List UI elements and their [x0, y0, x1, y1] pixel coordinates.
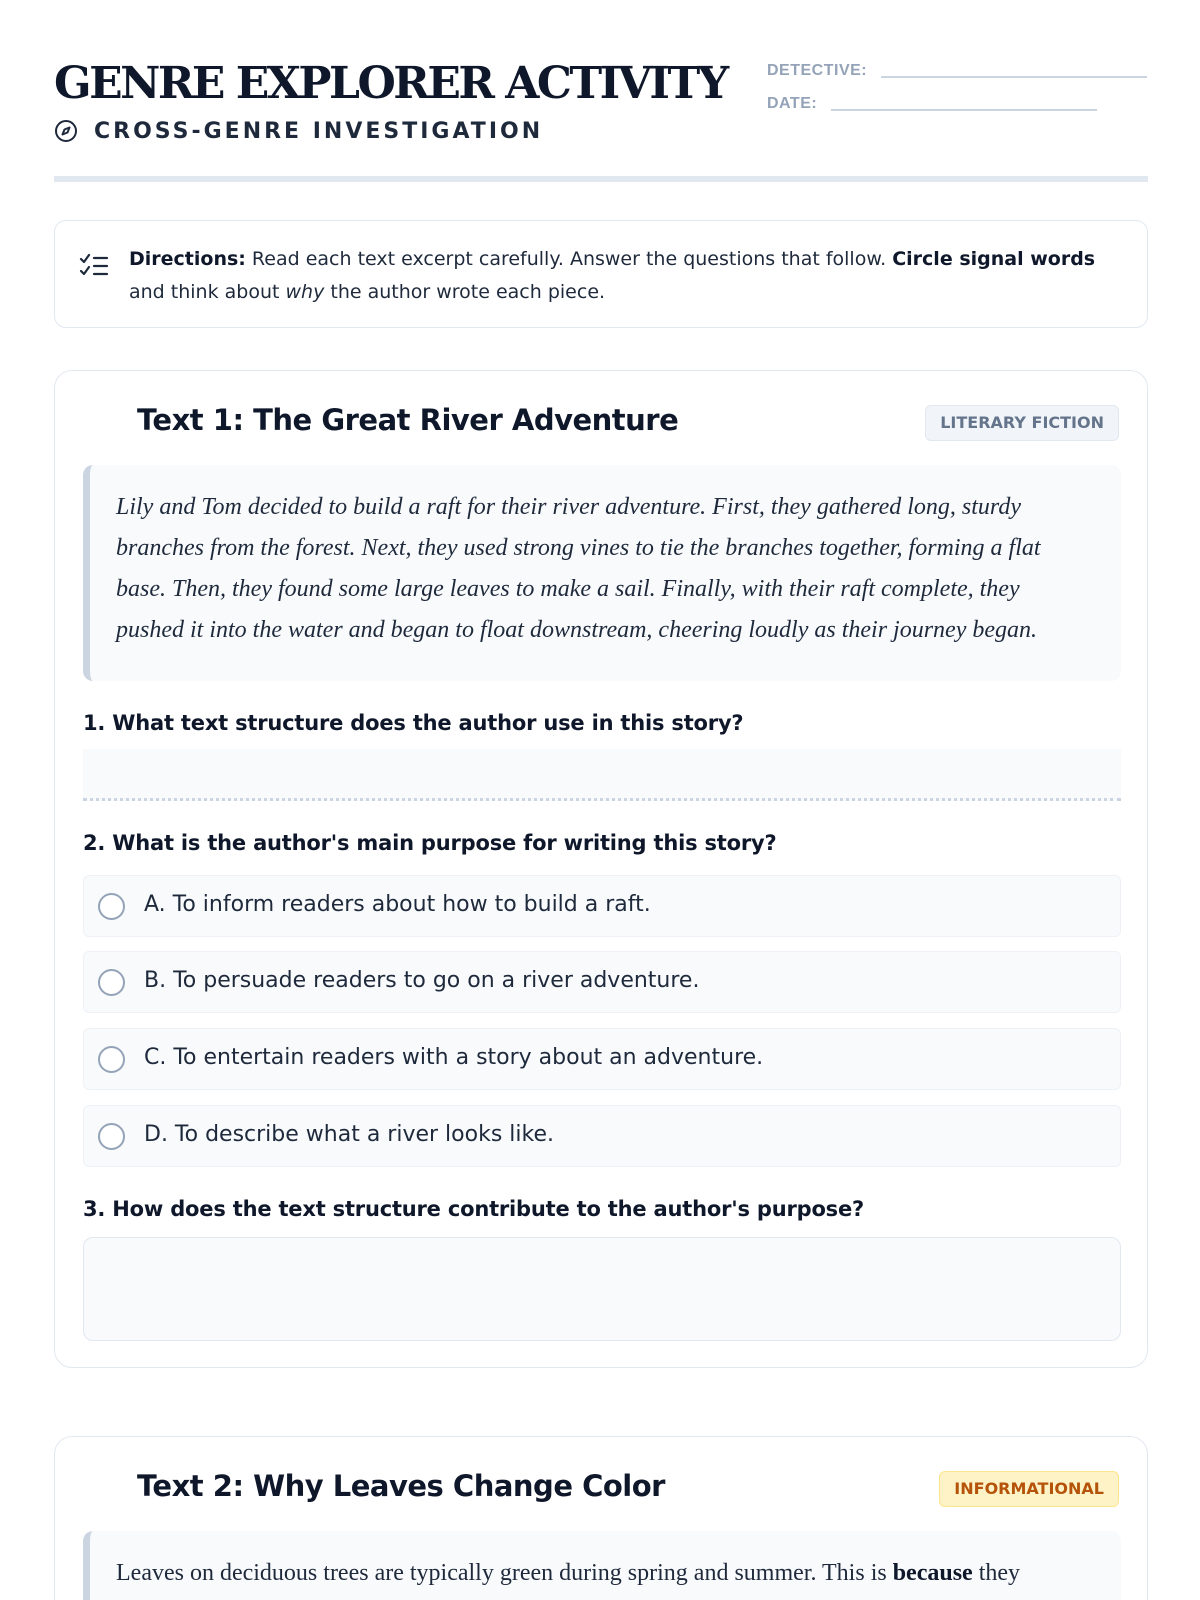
- directions-text: [129, 243, 1129, 309]
- subtitle-row: [54, 116, 543, 146]
- date-input-line[interactable]: [831, 109, 1097, 111]
- radio-button-a[interactable]: [98, 893, 125, 920]
- detective-field: [767, 56, 1147, 80]
- answer-option-a[interactable]: [83, 875, 1121, 937]
- date-label: DATE:: [767, 95, 818, 112]
- detective-label: DETECTIVE:: [767, 62, 868, 79]
- answer-option-b[interactable]: [83, 951, 1121, 1013]
- answer-option-d[interactable]: [83, 1105, 1121, 1167]
- question-1: 1. What text structure does the author use in this story?: [83, 711, 744, 735]
- directions-part-3: the author wrote each piece.: [324, 281, 606, 303]
- option-c-label: C. To entertain readers with a story about an adventure.: [144, 1045, 764, 1070]
- genre-badge-literary-fiction: LITERARY FICTION: [925, 405, 1119, 441]
- radio-button-b[interactable]: [98, 969, 125, 996]
- directions-emphasis-signal-words: Circle signal words: [892, 248, 1096, 270]
- directions-box: [54, 220, 1148, 328]
- page-title: GENRE EXPLORER ACTIVITY: [54, 58, 727, 109]
- date-field: [767, 89, 1097, 113]
- radio-button-c[interactable]: [98, 1046, 125, 1073]
- text-2-excerpt-end: they: [972, 1560, 1021, 1586]
- directions-emphasis-why: why: [285, 281, 325, 303]
- text-1-title: Text 1: The Great River Adventure: [137, 403, 679, 437]
- option-d-label: D. To describe what a river looks like.: [144, 1122, 554, 1147]
- question-3: 3. How does the text structure contribute to the author's purpose?: [83, 1197, 865, 1221]
- worksheet-header: [54, 56, 1148, 182]
- option-b-label: B. To persuade readers to go on a river adventure.: [144, 968, 700, 993]
- option-a-label: A. To inform readers about how to build a raft.: [144, 892, 651, 917]
- question-2: 2. What is the author's main purpose for writing this story?: [83, 831, 777, 855]
- genre-badge-informational: INFORMATIONAL: [939, 1471, 1119, 1507]
- directions-part-2: and think about: [129, 281, 286, 303]
- directions-part-1: Read each text excerpt carefully. Answer the questions that follow.: [245, 248, 893, 270]
- directions-lead: Directions:: [129, 248, 246, 270]
- signal-word-because: because: [892, 1560, 973, 1586]
- radio-button-d[interactable]: [98, 1123, 125, 1150]
- compass-icon: [54, 119, 78, 143]
- text-2-excerpt-start: Leaves on deciduous trees are typically green during spring and summer. This is: [116, 1560, 893, 1586]
- checklist-icon: [79, 251, 109, 281]
- question-3-answer-box[interactable]: [83, 1237, 1121, 1341]
- text-2-title: Text 2: Why Leaves Change Color: [137, 1469, 665, 1503]
- detective-input-line[interactable]: [881, 76, 1147, 78]
- text-1-excerpt: Lily and Tom decided to build a raft for their river adventure. First, they gathered long, sturdy branches from the forest. Next, they used strong vines to tie the branches together, forming a flat base. Then, they found some large leaves to make a sail. Finally, with their raft complete, they pushed it into the water and began to float downstream, cheering loudly as their journey began.: [83, 465, 1121, 681]
- question-1-answer-line[interactable]: [83, 749, 1121, 801]
- answer-option-c[interactable]: [83, 1028, 1121, 1090]
- page-subtitle: CROSS-GENRE INVESTIGATION: [94, 118, 544, 144]
- text-2-excerpt: [83, 1531, 1121, 1600]
- text-2-card: [54, 1436, 1148, 1600]
- text-1-card: [54, 370, 1148, 1368]
